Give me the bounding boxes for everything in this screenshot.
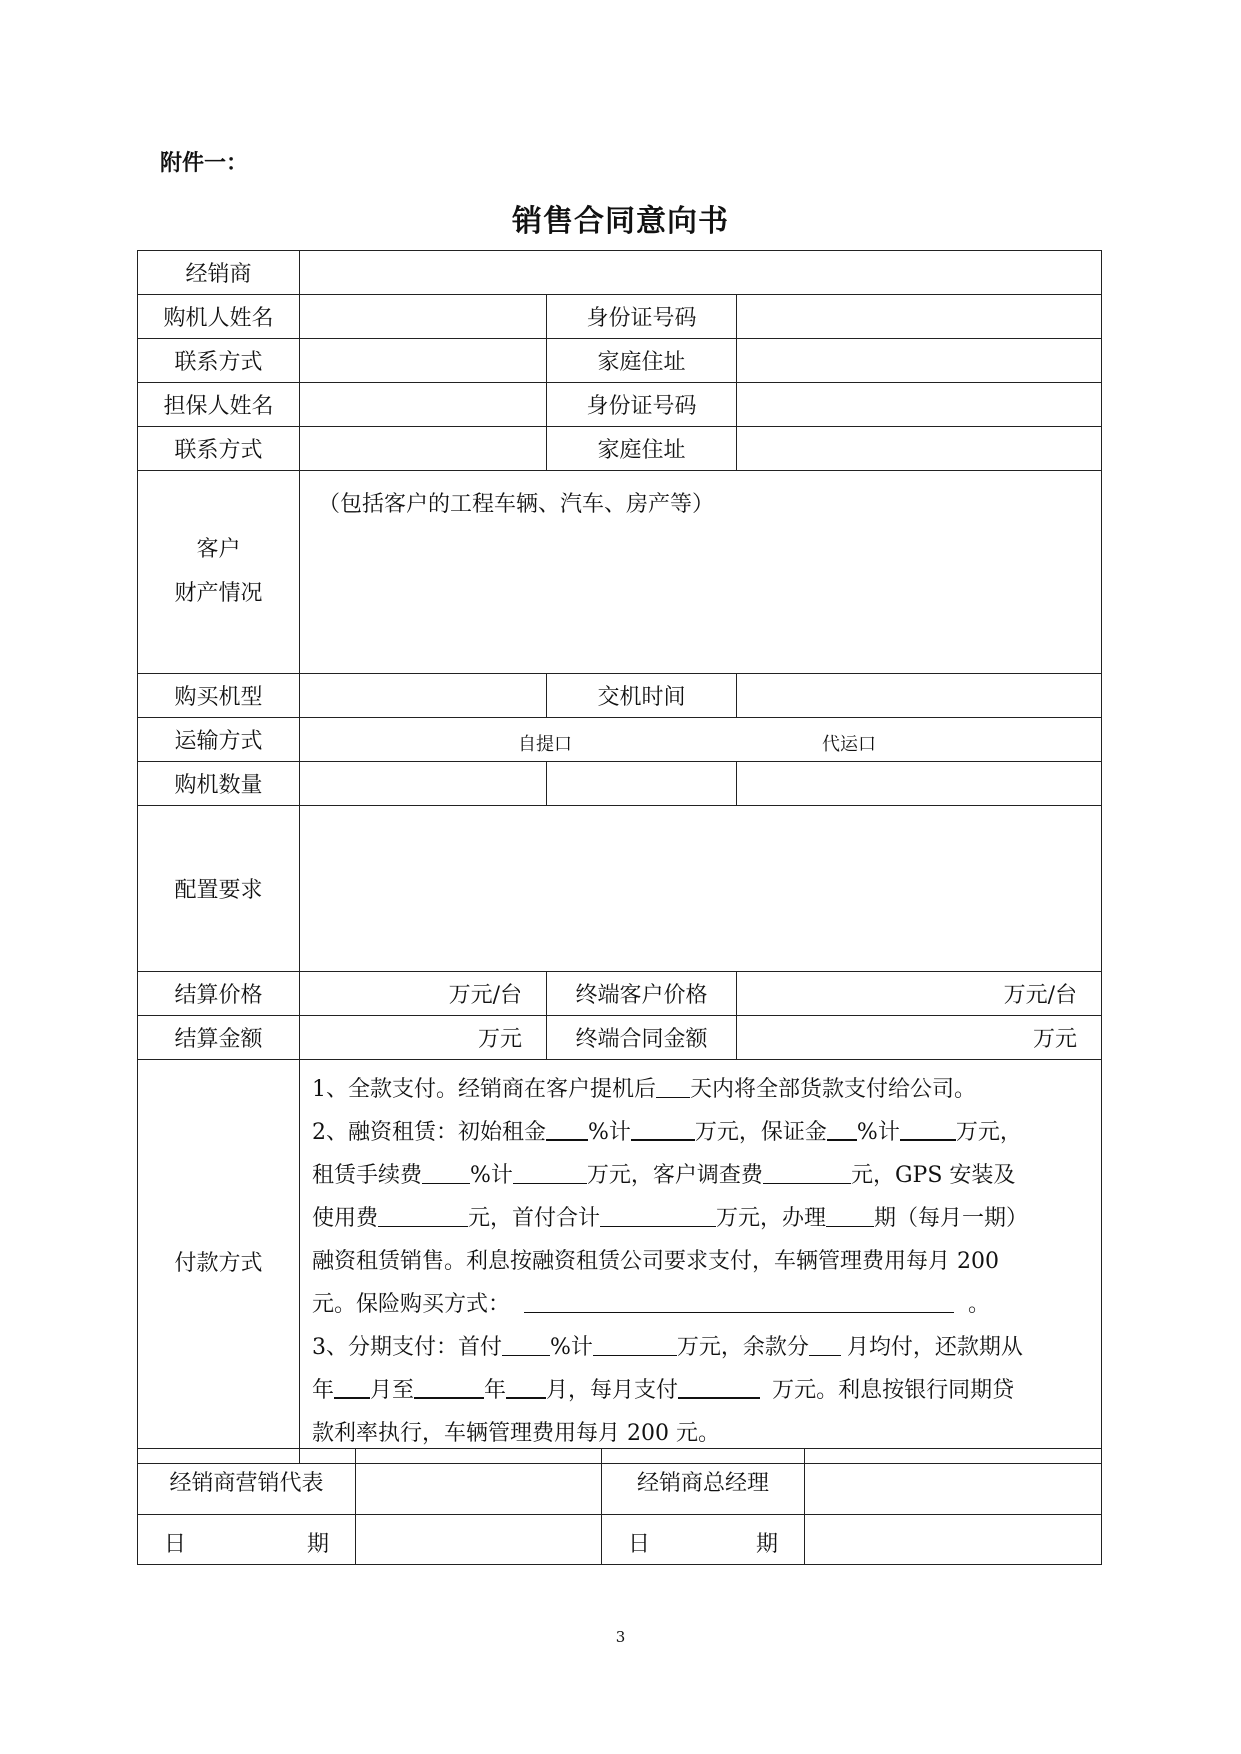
payment-line-2 (312, 1111, 1093, 1154)
periods-blank[interactable] (826, 1202, 874, 1227)
guarantor-name-label: 担保人姓名 (138, 383, 300, 427)
buyer-row (138, 295, 1102, 339)
signature-row (138, 1449, 1102, 1515)
buyer-address-label: 家庭住址 (547, 339, 737, 383)
payment-line-8 (312, 1369, 1093, 1412)
transport-options (300, 718, 1102, 762)
buyer-id-label: 身份证号码 (547, 295, 737, 339)
guarantor-contact-label: 联系方式 (138, 427, 300, 471)
end-month-blank[interactable] (506, 1373, 546, 1399)
payment-text: 。 (968, 1292, 991, 1317)
rep-date-label (138, 1515, 356, 1565)
dealer-label: 经销商 (138, 251, 300, 295)
payment-text: 1、全款支付。经销商在客户提机后 (312, 1077, 656, 1102)
payment-text: %计 (588, 1120, 631, 1145)
days-blank[interactable] (656, 1073, 690, 1098)
payment-text: 年 (312, 1378, 335, 1403)
gm-date-field[interactable] (805, 1515, 1102, 1565)
deposit-percent-blank[interactable] (827, 1115, 857, 1141)
amount-row (138, 1016, 1102, 1060)
dealer-field[interactable] (300, 251, 1102, 295)
payment-text: 万元，办理 (716, 1206, 827, 1231)
date-char-qi: 期 (755, 1532, 778, 1557)
property-note: （包括客户的工程车辆、汽车、房产等） (318, 492, 715, 517)
end-amount-label: 终端合同金额 (547, 1016, 737, 1060)
signature-table (137, 1448, 1102, 1565)
settle-amount-label: 结算金额 (138, 1016, 300, 1060)
page-number: 3 (615, 1628, 626, 1646)
payment-text: 万元， (955, 1120, 1022, 1145)
delivery-time-label: 交机时间 (547, 674, 737, 718)
sales-rep-signature-field[interactable] (356, 1449, 602, 1515)
payment-text: 天内将全部货款支付给公司。 (690, 1077, 977, 1102)
model-row (138, 674, 1102, 718)
property-label-line2: 财产情况 (174, 581, 263, 606)
deposit-amount-blank[interactable] (900, 1115, 956, 1141)
intent-form-table (137, 250, 1102, 1464)
payment-text: 期（每月一期） (874, 1206, 1029, 1231)
payment-text: 元，GPS 安装及 (850, 1163, 1016, 1188)
price-row (138, 972, 1102, 1016)
transport-self-pickup-option[interactable]: 自提口 (518, 734, 572, 755)
guarantor-address-field[interactable] (737, 427, 1102, 471)
payment-text: 万元，客户调查费 (586, 1163, 763, 1188)
guarantor-id-field[interactable] (737, 383, 1102, 427)
payment-text: %计 (856, 1120, 900, 1145)
buyer-contact-field[interactable] (300, 339, 547, 383)
general-manager-label: 经销商总经理 (602, 1449, 805, 1515)
payment-terms (300, 1060, 1102, 1464)
gps-fee-blank[interactable] (378, 1202, 468, 1227)
payment-text: 租赁手续费 (312, 1163, 423, 1188)
general-manager-signature-field[interactable] (805, 1449, 1102, 1515)
payment-text: 元。保险购买方式： (312, 1292, 511, 1317)
config-row (138, 806, 1102, 972)
buyer-name-field[interactable] (300, 295, 547, 339)
buyer-address-field[interactable] (737, 339, 1102, 383)
document-title: 销售合同意向书 (512, 204, 729, 239)
payment-text: 2、融资租赁：初始租金 (312, 1120, 546, 1145)
payment-line-4 (312, 1197, 1093, 1240)
end-price-field[interactable] (737, 972, 1102, 1016)
sales-rep-label: 经销商营销代表 (138, 1449, 356, 1515)
property-label (138, 471, 300, 674)
config-field[interactable] (300, 806, 1102, 972)
date-char-ri: 日 (164, 1532, 187, 1557)
payment-line-7 (312, 1326, 1093, 1369)
delivery-time-field[interactable] (737, 674, 1102, 718)
property-row (138, 471, 1102, 674)
property-field[interactable] (300, 471, 1102, 674)
guarantor-id-label: 身份证号码 (547, 383, 737, 427)
payment-text: 月至 (370, 1378, 415, 1403)
config-label: 配置要求 (138, 806, 300, 972)
date-char-qi: 期 (306, 1532, 329, 1557)
installment-down-amount-blank[interactable] (593, 1331, 677, 1356)
payment-row (138, 1060, 1102, 1464)
payment-line-9: 款利率执行，车辆管理费用每月 200 元。 (312, 1421, 720, 1446)
lease-fee-amount-blank[interactable] (513, 1159, 587, 1184)
rep-date-field[interactable] (356, 1515, 602, 1565)
down-payment-total-blank[interactable] (600, 1202, 716, 1227)
lease-fee-percent-blank[interactable] (422, 1159, 470, 1184)
payment-text: 3、分期支付：首付 (312, 1335, 502, 1360)
buyer-id-field[interactable] (737, 295, 1102, 339)
payment-text: 万元。利息按银行同期贷 (772, 1378, 1015, 1403)
signature-date-row (138, 1515, 1102, 1565)
guarantor-row (138, 383, 1102, 427)
payment-text: 万元，保证金 (694, 1120, 827, 1145)
initial-rent-amount-blank[interactable] (631, 1115, 695, 1141)
payment-text: 月均付，还款期从 (846, 1335, 1023, 1360)
initial-rent-percent-blank[interactable] (546, 1115, 588, 1141)
payment-line-5: 融资租赁销售。利息按融资租赁公司要求支付，车辆管理费用每月 200 (312, 1249, 999, 1274)
end-amount-unit: 万元 (1033, 1027, 1078, 1052)
quantity-field-1[interactable] (300, 762, 547, 806)
guarantor-contact-field[interactable] (300, 427, 547, 471)
payment-text: 万元，余款分 (676, 1335, 809, 1360)
quantity-row (138, 762, 1102, 806)
property-label-line1: 客户 (196, 537, 241, 562)
settle-price-field[interactable] (300, 972, 547, 1016)
gm-date-label (602, 1515, 805, 1565)
transport-label: 运输方式 (138, 718, 300, 762)
payment-text: %计 (470, 1163, 513, 1188)
attachment-label: 附件一： (160, 150, 249, 176)
end-price-label: 终端客户价格 (547, 972, 737, 1016)
payment-text: 使用费 (312, 1206, 379, 1231)
buyer-contact-row (138, 339, 1102, 383)
dealer-row (138, 251, 1102, 295)
transport-row (138, 718, 1102, 762)
survey-fee-blank[interactable] (763, 1159, 851, 1184)
guarantor-address-label: 家庭住址 (547, 427, 737, 471)
buyer-contact-label: 联系方式 (138, 339, 300, 383)
end-price-unit: 万元/台 (1003, 983, 1078, 1008)
monthly-payment-blank[interactable] (678, 1373, 760, 1399)
buyer-name-label: 购机人姓名 (138, 295, 300, 339)
end-amount-field[interactable] (737, 1016, 1102, 1060)
settle-amount-unit: 万元 (477, 1027, 522, 1052)
end-year-blank[interactable] (414, 1373, 484, 1399)
payment-line-1 (312, 1068, 1093, 1111)
date-char-ri: 日 (628, 1532, 651, 1557)
quantity-field-2[interactable] (547, 762, 737, 806)
insurance-method-blank[interactable] (524, 1288, 954, 1313)
model-field[interactable] (300, 674, 547, 718)
settle-price-unit: 万元/台 (448, 983, 522, 1008)
payment-text: 年 (484, 1378, 507, 1403)
payment-text: 月，每月支付 (546, 1378, 679, 1403)
guarantor-contact-row (138, 427, 1102, 471)
transport-agent-option[interactable]: 代运口 (822, 734, 876, 755)
installment-months-blank[interactable] (809, 1331, 841, 1356)
quantity-field-3[interactable] (737, 762, 1102, 806)
installment-down-percent-blank[interactable] (502, 1331, 550, 1356)
model-label: 购买机型 (138, 674, 300, 718)
payment-line-6 (312, 1283, 1093, 1326)
payment-line-3 (312, 1154, 1093, 1197)
payment-text: %计 (550, 1335, 593, 1360)
quantity-label: 购机数量 (138, 762, 300, 806)
settle-amount-field[interactable] (300, 1016, 547, 1060)
payment-text: 元，首付合计 (468, 1206, 601, 1231)
settle-price-label: 结算价格 (138, 972, 300, 1016)
guarantor-name-field[interactable] (300, 383, 547, 427)
payment-label: 付款方式 (138, 1060, 300, 1464)
start-year-blank[interactable] (334, 1373, 370, 1399)
